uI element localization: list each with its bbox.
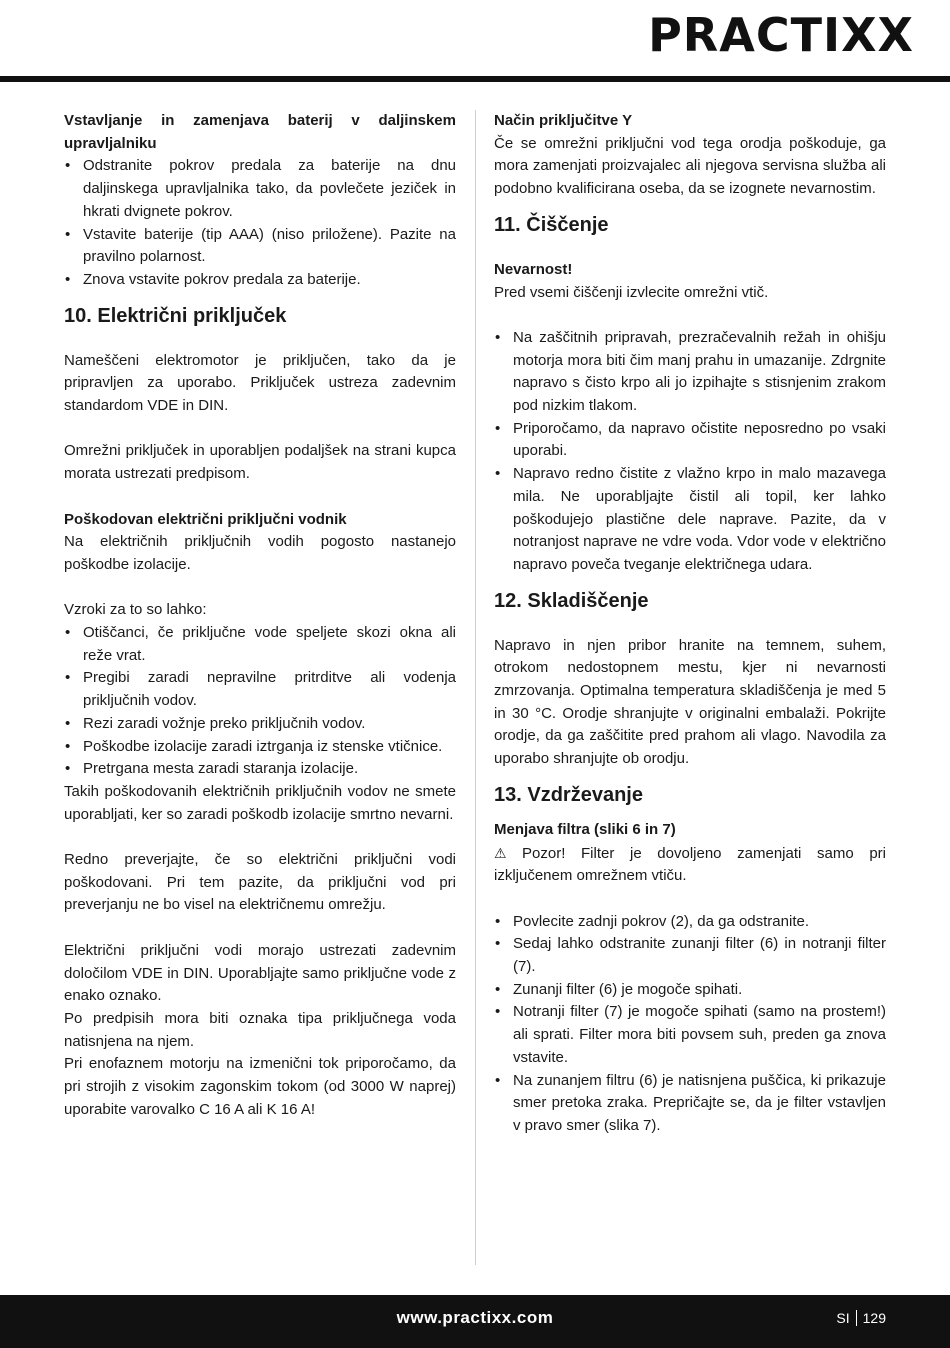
battery-list <box>64 155 456 291</box>
cleaning-list <box>494 327 886 577</box>
paragraph: Na električnih priključnih vodih pogosto nastanejo poškodbe izolacije. <box>64 533 456 573</box>
paragraph: Napravo in njen pribor hranite na temnem, suhem, otrokom nedostopnem mestu, kjer ni nevarnosti zmrzovanja. Optimalna temperatura skladiščenja je med 5 in 30 °C. Orodje shranjujte v originalni embalaži. Pokrijte orodje, da ga zaščitite pred prahom ali vlago. Navodila za uporabo shranjujte ob orodju. <box>494 636 886 768</box>
page-separator <box>856 1310 857 1326</box>
warning-icon: ⚠ <box>494 844 519 861</box>
filter-list <box>494 911 886 1138</box>
page-number-value: 129 <box>862 1310 886 1326</box>
list-item: • Na zaščitnih pripravah, prezračevalnih režah in ohišju motorja mora biti čim manj prahu in umazanije. Zdrgnite napravo s čisto krpo ali jo izpihajte s stisnjenim zrakom pod nizkim tlakom. <box>494 327 886 418</box>
list-item: • Pregibi zaradi nepravilne pritrditve ali vodenja priključnih vodov. <box>64 667 456 712</box>
list-item: • Na zunanjem filtru (6) je natisnjena puščica, ki prikazuje smer pretoka zraka. Prepričajte se, da je filter vstavljen v pravo smer (slika 7). <box>494 1070 886 1138</box>
paragraph: Če se omrežni priključni vod tega orodja poškoduje, ga mora zamenjati proizvajalec ali njegova servisna služba ali podobno kvalificirana oseba, da se izognete nevarnostim. <box>494 134 886 198</box>
page-number <box>836 1310 886 1326</box>
list-item: • Znova vstavite pokrov predala za baterije. <box>64 269 456 292</box>
brand-logo: PRACTIXX <box>648 8 914 62</box>
footer-url: www.practixx.com <box>396 1308 554 1327</box>
filter-heading: Menjava filtra (sliki 6 in 7) <box>494 820 676 838</box>
list-item: • Pretrgana mesta zaradi staranja izolacije. <box>64 758 456 781</box>
section-11-title: 11. Čiščenje <box>494 213 609 236</box>
causes-list <box>64 622 456 781</box>
danger-text: Pred vsemi čiščenji izvlecite omrežni vtič. <box>494 283 769 301</box>
list-item: • Otiščanci, če priključne vode speljete skozi okna ali reže vrat. <box>64 622 456 667</box>
paragraph: Pri enofaznem motorju na izmenični tok priporočamo, da pri strojih z visokim zagonskim tokom (od 3000 W naprej) uporabite varovalko C 16 A ali K 16 A! <box>64 1055 456 1118</box>
right-column <box>494 110 886 1138</box>
column-divider <box>475 110 476 1265</box>
filter-warning-text: Pozor! Filter je dovoljeno zamenjati samo pri izključenem omrežnem vtiču. <box>494 844 886 885</box>
battery-heading: Vstavljanje in zamenjava baterij v daljinskem upravljalniku <box>64 112 456 152</box>
causes-intro: Vzroki za to so lahko: <box>64 601 207 619</box>
list-item: • Notranji filter (7) je mogoče spihati (samo na prostem!) ali sprati. Filter mora biti povsem suh, preden ga znova vstavite. <box>494 1001 886 1069</box>
section-12-title: 12. Skladiščenje <box>494 589 649 612</box>
danger-label: Nevarnost! <box>494 260 573 278</box>
list-item: • Vstavite baterije (tip AAA) (niso priložene). Pazite na pravilno polarnost. <box>64 224 456 269</box>
list-item: • Odstranite pokrov predala za baterije na dnu daljinskega upravljalnika tako, da povlečete jeziček in hkrati dvignete pokrov. <box>64 155 456 223</box>
list-item: • Sedaj lahko odstranite zunanji filter (6) in notranji filter (7). <box>494 933 886 978</box>
list-item: • Rezi zaradi vožnje preko priključnih vodov. <box>64 713 456 736</box>
y-connection-heading: Način priključitve Y <box>494 112 633 129</box>
list-item: • Poškodbe izolacije zaradi iztrganja iz stenske vtičnice. <box>64 736 456 759</box>
paragraph: Takih poškodovanih električnih priključnih vodov ne smete uporabljati, ker so zaradi poškodb izolacije smrtno nevarni. <box>64 782 456 823</box>
left-column <box>64 110 456 1121</box>
paragraph: Po predpisih mora biti oznaka tipa priključnega voda natisnjena na njem. <box>64 1009 456 1050</box>
language-code: SI <box>836 1310 850 1326</box>
section-13-title: 13. Vzdrževanje <box>494 783 643 806</box>
paragraph: Nameščeni elektromotor je priključen, tako da je pripravljen za uporabo. Priključek ustreza zadevnim standardom VDE in DIN. <box>64 351 456 415</box>
filter-warning <box>494 842 886 888</box>
header-rule <box>0 76 950 82</box>
list-item: • Povlecite zadnji pokrov (2), da ga odstranite. <box>494 911 886 934</box>
paragraph: Omrežni priključek in uporabljen podaljšek na strani kupca morata ustrezati predpisom. <box>64 442 456 483</box>
paragraph: Električni priključni vodi morajo ustrezati zadevnim določilom VDE in DIN. Uporabljajte samo priključne vode z enako oznako. <box>64 941 456 1005</box>
list-item: • Zunanji filter (6) je mogoče spihati. <box>494 979 886 1002</box>
paragraph: Redno preverjajte, če so električni priključni vodi poškodovani. Pri tem pazite, da priključni vod pri preverjanju ne bo visel na električnemu omrežju. <box>64 851 456 914</box>
section-10-title: 10. Električni priključek <box>64 304 287 327</box>
list-item: • Napravo redno čistite z vlažno krpo in malo mazavega mila. Ne uporabljajte čistil ali topil, ker lahko poškodujejo plastične dele naprave. Pazite, da v notranjost naprave ne vdre voda. Vdor vode v električno napravo poveča tveganje električnega udara. <box>494 463 886 577</box>
footer-bar <box>0 1295 950 1348</box>
list-item: • Priporočamo, da napravo očistite neposredno po vsaki uporabi. <box>494 418 886 463</box>
damaged-cable-heading: Poškodovan električni priključni vodnik <box>64 510 347 528</box>
